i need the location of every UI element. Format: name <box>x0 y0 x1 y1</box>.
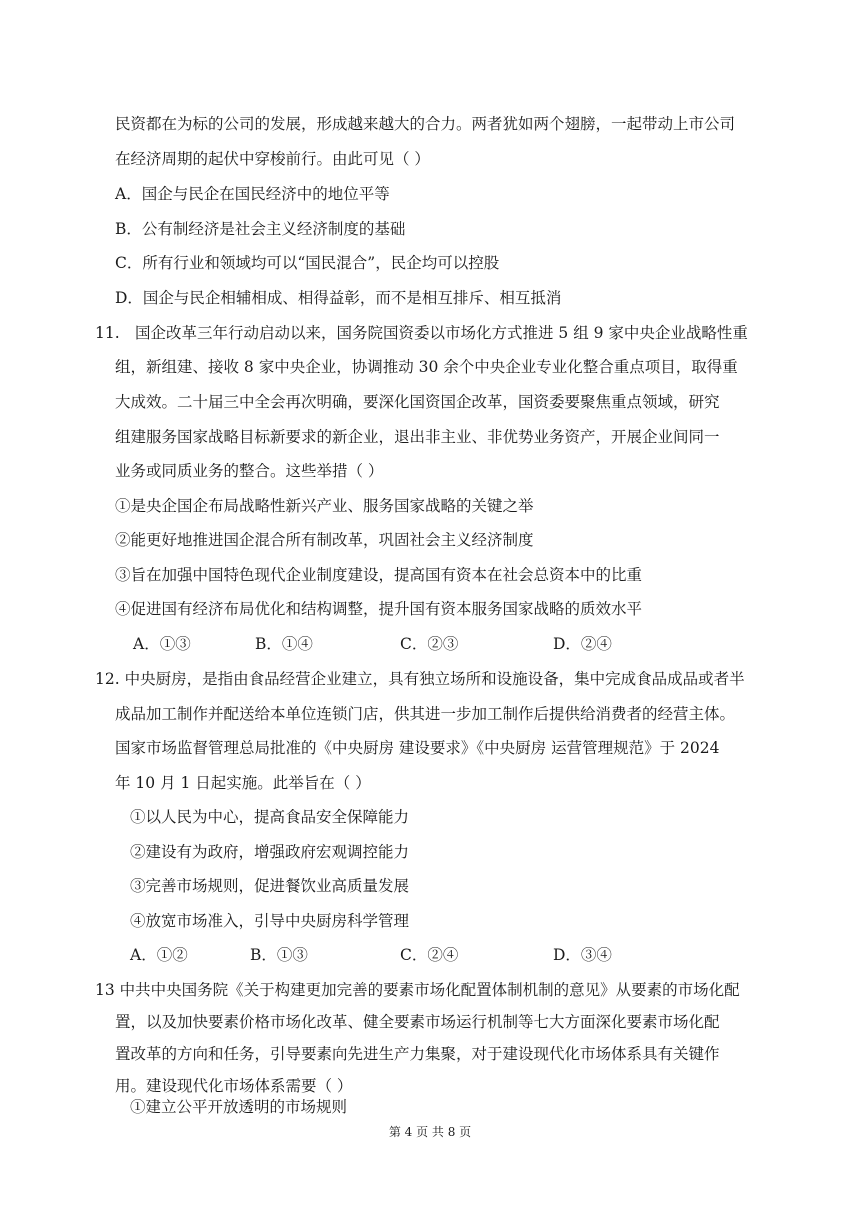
q11-statement-2: ②能更好地推进国企混合所有制改革，巩固社会主义经济制度 <box>115 531 534 549</box>
q12-statement-4: ④放宽市场准入，引导中央厨房科学管理 <box>130 912 410 930</box>
q11-stem-line-4: 组建服务国家战略目标新要求的新企业，退出非主业、非优势业务资产，开展企业间同一 <box>115 428 720 446</box>
q13-stem-line-2: 置，以及加快要素价格市场化改革、健全要素市场运行机制等七大方面深化要素市场化配 <box>115 1013 720 1031</box>
q12-statement-3: ③完善市场规则，促进餐饮业高质量发展 <box>130 877 410 895</box>
q10-stem-line-2: 在经济周期的起伏中穿梭前行。由此可见（ ） <box>115 150 430 168</box>
q13-statement-1: ①建立公平开放透明的市场规则 <box>130 1098 348 1116</box>
q10-option-c: C．所有行业和领域均可以“国民混合”，民企均可以控股 <box>115 254 500 272</box>
q11-stem-line-3: 大成效。二十届三中全会再次明确，要深化国资国企改革，国资委要聚焦重点领域，研究 <box>115 393 720 411</box>
q12-stem-line-2: 成品加工制作并配送给本单位连锁门店，供其进一步加工制作后提供给消费者的经营主体。 <box>115 705 736 723</box>
q12-statement-2: ②建设有为政府，增强政府宏观调控能力 <box>130 843 410 861</box>
q11-option-a: A．①③ <box>133 635 191 653</box>
q11-stem-line-1: 国企改革三年行动启动以来，国务院国资委以市场化方式推进 5 组 9 家中央企业战略性重 <box>135 324 748 342</box>
q12-stem-line-3: 国家市场监督管理总局批准的《中央厨房 建设要求》《中央厨房 运营管理规范》于 2024 <box>115 739 720 757</box>
q12-statement-1: ①以人民为中心，提高食品安全保障能力 <box>130 808 410 826</box>
q13-stem-line-4: 用。建设现代化市场体系需要（ ） <box>115 1077 353 1095</box>
q12-stem-line-1: 12. 中央厨房，是指由食品经营企业建立，具有独立场所和设施设备，集中完成食品成品或者半 <box>95 670 745 688</box>
q12-option-d: D．③④ <box>553 946 612 964</box>
q11-stem-line-5: 业务或同质业务的整合。这些举措（ ） <box>115 462 384 480</box>
q12-stem-line-4: 年 10 月 1 日起实施。此举旨在（ ） <box>115 774 371 792</box>
q12-option-c: C．②④ <box>400 946 459 964</box>
q12-option-a: A．①② <box>130 946 188 964</box>
q11-statement-1: ①是央企国企布局战略性新兴产业、服务国家战略的关键之举 <box>115 497 534 515</box>
q11-option-d: D．②④ <box>553 635 612 653</box>
q11-number: 11. <box>95 324 120 342</box>
q13-stem-line-3: 置改革的方向和任务，引导要素向先进生产力集聚，对于建设现代化市场体系具有关键作 <box>115 1045 720 1063</box>
q10-option-b: B．公有制经济是社会主义经济制度的基础 <box>115 220 406 238</box>
q11-option-b: B．①④ <box>255 635 313 653</box>
q13-stem-line-1: 13 中共中央国务院《关于构建更加完善的要素市场化配置体制机制的意见》从要素的市场化配 <box>95 981 740 999</box>
q12-option-b: B．①③ <box>250 946 308 964</box>
q10-stem-line-1: 民资都在为标的公司的发展，形成越来越大的合力。两者犹如两个翅膀，一起带动上市公司 <box>115 115 736 133</box>
q10-option-d: D．国企与民企相辅相成、相得益彰，而不是相互排斥、相互抵消 <box>115 289 562 307</box>
page-footer: 第 4 页 共 8 页 <box>388 1125 472 1139</box>
q10-option-a: A．国企与民企在国民经济中的地位平等 <box>115 185 390 203</box>
q11-option-c: C．②③ <box>400 635 459 653</box>
q11-statement-3: ③旨在加强中国特色现代企业制度建设，提高国有资本在社会总资本中的比重 <box>115 566 643 584</box>
q11-statement-4: ④促进国有经济布局优化和结构调整，提升国有资本服务国家战略的质效水平 <box>115 600 643 618</box>
q11-stem-line-2: 组，新组建、接收 8 家中央企业，协调推动 30 余个中央企业专业化整合重点项目，取得重 <box>115 358 738 376</box>
